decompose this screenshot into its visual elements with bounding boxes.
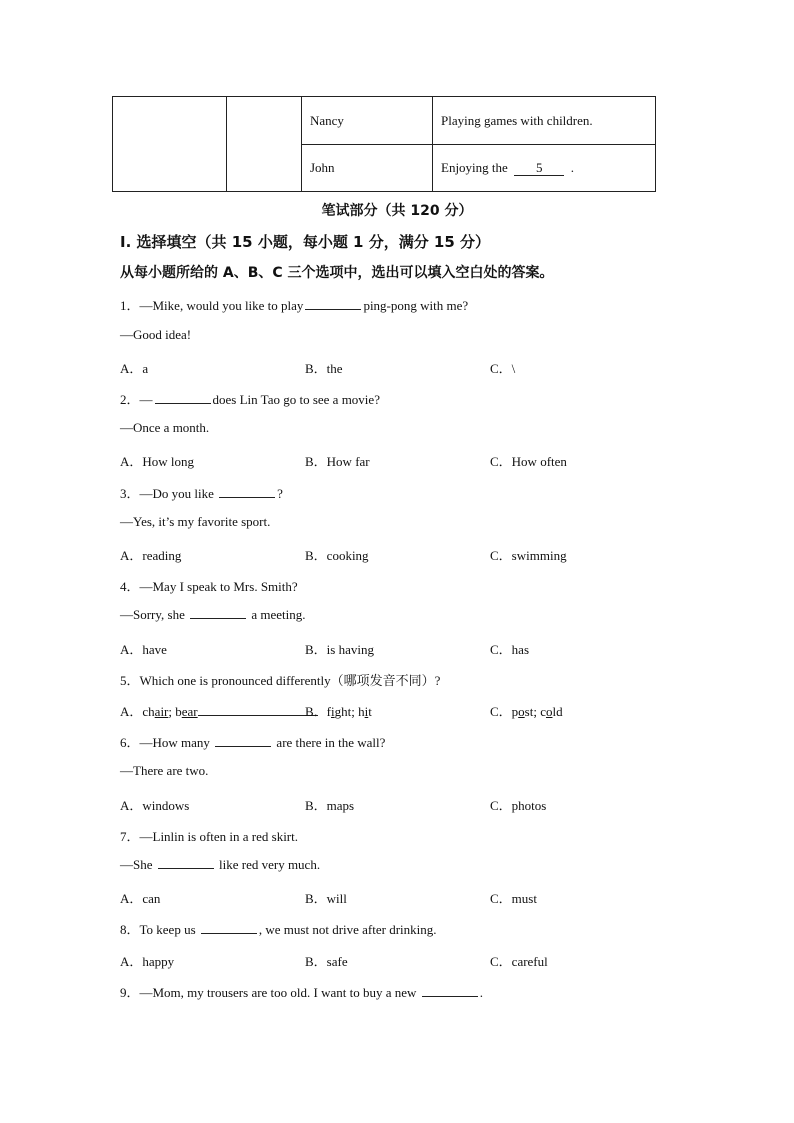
- option-c: C．careful: [490, 954, 548, 969]
- option-a: [120, 701, 318, 720]
- option-text: ch: [142, 704, 155, 719]
- option-a: A．reading: [120, 548, 182, 563]
- reply-text: a meeting.: [251, 607, 306, 622]
- stem-text: 1．—Mike, would you like to play: [120, 298, 304, 313]
- option-label: A．: [120, 704, 143, 719]
- answer-blank: [215, 736, 271, 747]
- option-label: B．: [305, 704, 327, 719]
- option-c: [490, 701, 563, 720]
- reply-text: like red very much.: [219, 857, 321, 872]
- written-part-heading: 笔试部分（共 120 分）: [321, 203, 473, 219]
- question-5-stem: 5．Which one is pronounced differently（哪项发音不同）?: [120, 673, 441, 688]
- activity-prefix: Enjoying the: [441, 160, 508, 175]
- option-b: B．will: [305, 891, 347, 906]
- table-cell-name: John: [302, 145, 433, 192]
- option-b: B．How far: [305, 454, 370, 469]
- question-2-stem: [120, 389, 380, 408]
- table-cell-empty: [113, 97, 227, 192]
- stem-text: .: [479, 985, 483, 1000]
- question-7-reply: [120, 857, 320, 873]
- option-text: p: [511, 704, 519, 719]
- answer-blank: [422, 986, 478, 997]
- option-text: t: [368, 704, 372, 719]
- stem-text: 6．—How many: [120, 735, 210, 750]
- question-2-reply: —Once a month.: [120, 420, 210, 435]
- option-text: f: [326, 704, 332, 719]
- stem-text: are there in the wall?: [276, 735, 386, 750]
- table-cell-activity: [433, 145, 656, 192]
- answer-blank: [219, 487, 275, 498]
- info-table: [112, 96, 656, 192]
- option-b: [305, 701, 372, 720]
- answer-blank: [190, 608, 246, 619]
- section-instruction: 从每小题所给的 A、B、C 三个选项中，选出可以填入空白处的答案。: [120, 265, 554, 281]
- question-3-reply: —Yes, it’s my favorite sport.: [120, 514, 271, 529]
- question-1-reply: —Good idea!: [120, 327, 192, 342]
- question-1-stem: [120, 295, 468, 314]
- section-title: Ⅰ. 选择填空（共 15 小题，每小题 1 分，满分 15 分）: [120, 233, 491, 251]
- table-row: [113, 97, 656, 145]
- option-c: C．How often: [490, 454, 567, 469]
- question-4-reply: [120, 607, 306, 623]
- answer-blank: [158, 858, 214, 869]
- option-text: st; c: [524, 704, 546, 719]
- option-a: A．windows: [120, 798, 190, 813]
- option-a: A．happy: [120, 954, 175, 969]
- question-6-stem: [120, 732, 385, 751]
- activity-suffix: .: [570, 160, 575, 175]
- option-c: C．has: [490, 642, 530, 657]
- stem-text: ping-pong with me?: [363, 298, 469, 313]
- stem-text: ?: [277, 486, 283, 501]
- table-cell-name: Nancy: [302, 97, 433, 145]
- underlined-letters: ear: [181, 704, 198, 719]
- underlined-letters: i: [364, 704, 369, 719]
- option-text: ld: [552, 704, 563, 719]
- option-a: A．can: [120, 891, 161, 906]
- question-4-stem: 4．—May I speak to Mrs. Smith?: [120, 579, 298, 594]
- answer-blank: 5: [514, 161, 564, 176]
- underlined-letters: o: [545, 704, 553, 719]
- option-b: B．the: [305, 361, 343, 376]
- underline-rule: [198, 705, 318, 716]
- underlined-letters: i: [331, 704, 335, 719]
- option-b: B．safe: [305, 954, 348, 969]
- option-label: C．: [490, 704, 512, 719]
- reply-text: —Sorry, she: [120, 607, 185, 622]
- question-3-stem: [120, 483, 283, 502]
- option-text: ght; h: [334, 704, 365, 719]
- reply-text: —She: [120, 857, 153, 872]
- underlined-letters: air: [154, 704, 169, 719]
- question-7-stem: 7．—Linlin is often in a red skirt.: [120, 829, 299, 844]
- question-9-stem: [120, 982, 483, 1001]
- option-a: A．a: [120, 361, 149, 376]
- option-c: C．\: [490, 361, 516, 376]
- table-cell-activity: Playing games with children.: [433, 97, 656, 145]
- stem-text: does Lin Tao go to see a movie?: [212, 392, 380, 407]
- stem-text: 8．To keep us: [120, 922, 196, 937]
- stem-text: , we must not drive after drinking.: [258, 922, 437, 937]
- stem-text: 2．—: [120, 392, 153, 407]
- table-cell-empty: [227, 97, 302, 192]
- option-c: C．photos: [490, 798, 547, 813]
- question-8-stem: [120, 919, 437, 938]
- option-a: A．How long: [120, 454, 195, 469]
- stem-text: 3．—Do you like: [120, 486, 214, 501]
- option-c: C．must: [490, 891, 537, 906]
- stem-text: 9．—Mom, my trousers are too old. I want to buy a new: [120, 985, 417, 1000]
- option-text: ; b: [168, 704, 182, 719]
- question-6-reply: —There are two.: [120, 763, 209, 778]
- option-b: B．cooking: [305, 548, 369, 563]
- underlined-letters: o: [518, 704, 525, 719]
- answer-blank: [155, 393, 211, 404]
- answer-blank: [201, 923, 257, 934]
- option-b: B．maps: [305, 798, 355, 813]
- answer-blank: [305, 299, 361, 310]
- option-c: C．swimming: [490, 548, 567, 563]
- option-a: A．have: [120, 642, 167, 657]
- option-b: B．is having: [305, 642, 374, 657]
